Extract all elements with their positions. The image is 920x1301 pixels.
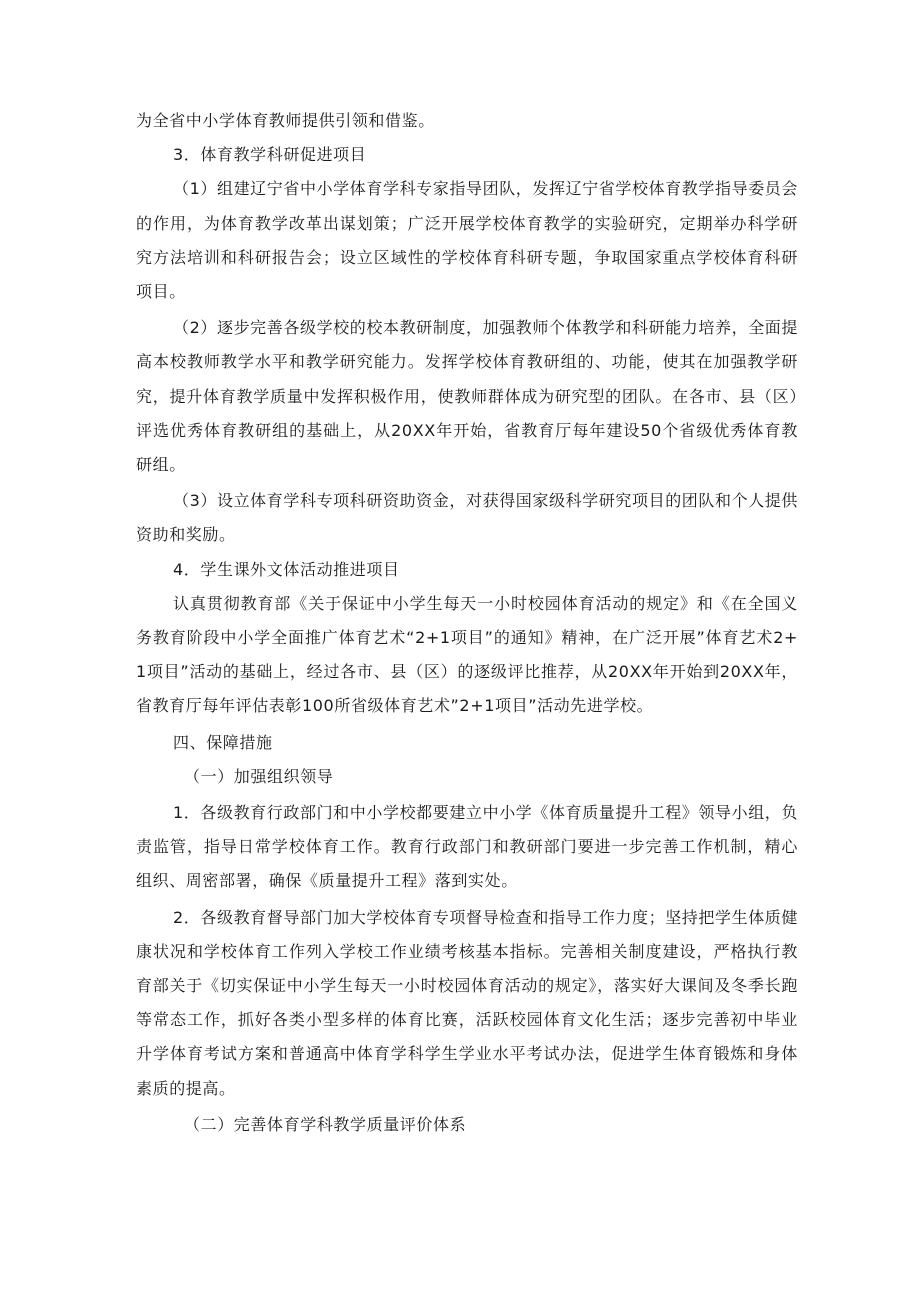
sub-heading-1: （一）加强组织领导 [184, 766, 334, 786]
paragraph-item-3-2: （2）逐步完善各级学校的校本教研制度，加强教师个体教学和科研能力培养，全面提高本校教师教学水平和教学研究能力。发挥学校体育教研组的、功能，使其在加强教学研究，提升体育教学质量中发挥积极作用，使教师群体成为研究型的团队。在各市、县（区）评选优秀体育教研组的基础上，从20XX年开始，省教育厅每年建设50个省级优秀体育教研组。 [136, 318, 798, 475]
item-heading-3: 3．体育教学科研促进项目 [173, 145, 367, 165]
item-heading-4: 4．学生课外文体活动推进项目 [173, 559, 400, 579]
sub-heading-2: （二）完善体育学科教学质量评价体系 [184, 1114, 467, 1134]
paragraph-measure-1: 1．各级教育行政部门和中小学校都要建立中小学《体育质量提升工程》领导小组，负责监管，指导日常学校体育工作。教育行政部门和教研部门要进一步完善工作机制，精心组织、周密部署，确保《质量提升工程》落到实处。 [136, 803, 798, 891]
paragraph-item-3-3: （3）设立体育学科专项科研资助资金，对获得国家级科学研究项目的团队和个人提供资助和奖励。 [136, 491, 798, 545]
paragraph-measure-2: 2．各级教育督导部门加大学校体育专项督导检查和指导工作力度；坚持把学生体质健康状况和学校体育工作列入学校工作业绩考核基本指标。完善相关制度建设，严格执行教育部关于《切实保证中小学生每天一小时校园体育活动的规定》，落实好大课间及冬季长跑等常态工作，抓好各类小型多样的体育比赛，活跃校园体育文化生活；逐步完善初中毕业升学体育考试方案和普通高中体育学科学生学业水平考试办法，促进学生体育锻炼和身体素质的提高。 [136, 907, 798, 1098]
paragraph-continuation: 为全省中小学体育教师提供引领和借鉴。 [136, 111, 435, 130]
section-heading-4: 四、保障措施 [173, 732, 273, 752]
paragraph-item-4: 认真贯彻教育部《关于保证中小学生每天一小时校园体育活动的规定》和《在全国义务教育阶段中小学全面推广体育艺术“2+1项目”的通知》精神，在广泛开展”体育艺术2+1项目”活动的基础上，经过各市、县（区）的逐级评比推荐，从20XX年开始到20XX年，省教育厅每年评估表彰100所省级体育艺术”2+1项目”活动先进学校。 [136, 593, 798, 716]
paragraph-item-3-1: （1）组建辽宁省中小学体育学科专家指导团队，发挥辽宁省学校体育教学指导委员会的作用，为体育教学改革出谋划策；广泛开展学校体育教学的实验研究，定期举办科学研究方法培训和科研报告会；设立区域性的学校体育科研专题，争取国家重点学校体育科研项目。 [136, 179, 798, 302]
document-body [136, 104, 798, 1142]
